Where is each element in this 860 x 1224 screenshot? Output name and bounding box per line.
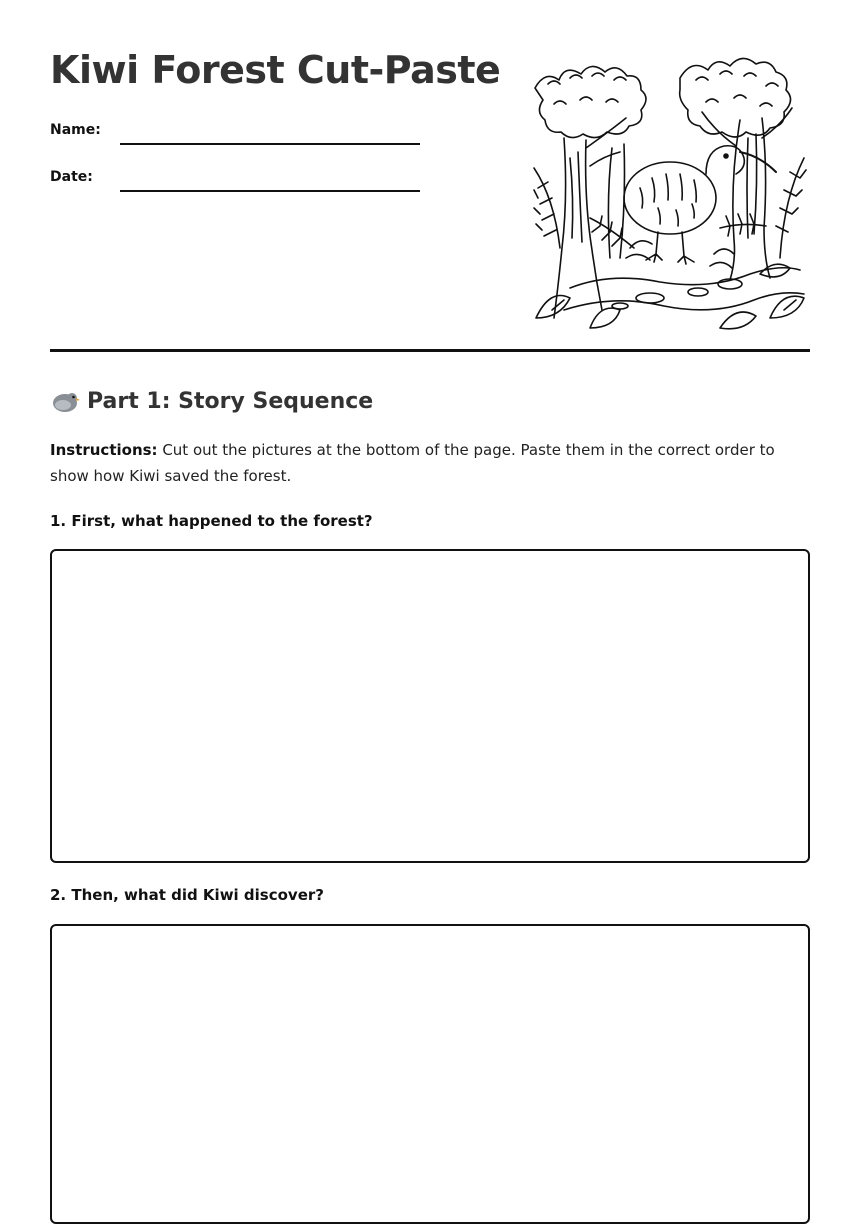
instructions-label: Instructions: <box>50 441 158 459</box>
paste-box-2[interactable] <box>50 924 810 1224</box>
part1-heading <box>50 388 373 414</box>
question-1: 1. First, what happened to the forest? <box>50 512 373 530</box>
name-write-line[interactable] <box>120 143 420 145</box>
date-write-line[interactable] <box>120 190 420 192</box>
instructions <box>50 437 810 489</box>
name-field <box>50 116 430 146</box>
name-label: Name: <box>50 122 101 138</box>
kiwi-bird-icon <box>50 388 80 414</box>
date-label: Date: <box>50 169 93 185</box>
worksheet-title: Kiwi Forest Cut-Paste <box>50 48 501 92</box>
worksheet-header <box>50 0 810 352</box>
question-2: 2. Then, what did Kiwi discover? <box>50 886 324 904</box>
part1-heading-text: Part 1: Story Sequence <box>87 388 374 414</box>
date-field <box>50 163 430 193</box>
kiwi-forest-illustration <box>530 48 810 330</box>
paste-box-1[interactable] <box>50 549 810 863</box>
instructions-text: Cut out the pictures at the bottom of the page. Paste them in the correct order to show how Kiwi saved the forest. <box>50 441 775 485</box>
